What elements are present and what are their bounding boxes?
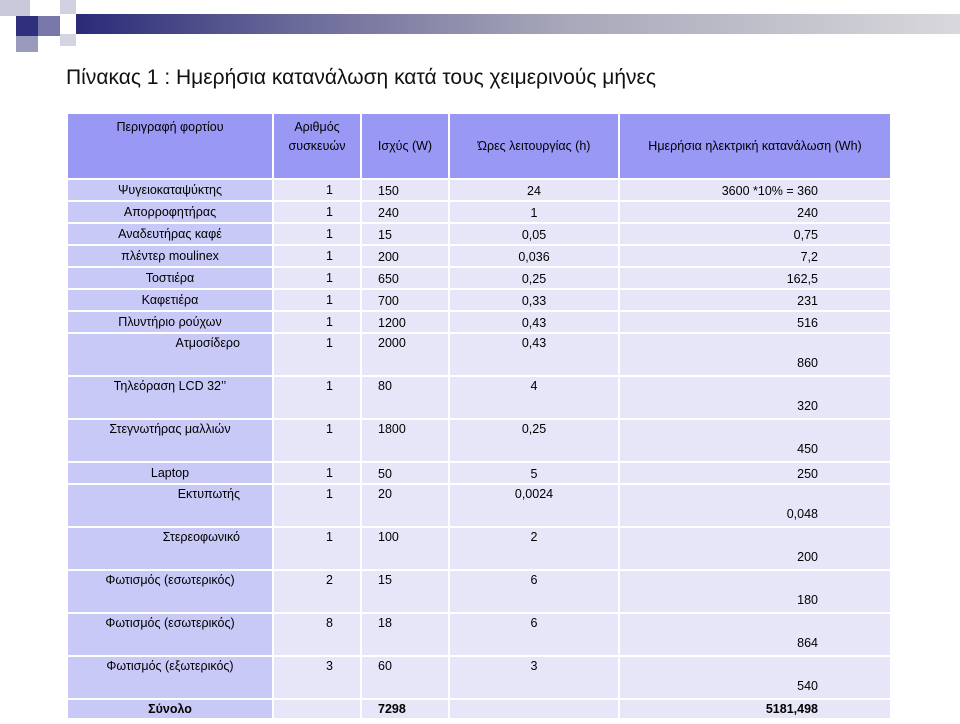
energy-cell: 7,2: [620, 246, 890, 266]
hours-cell: 5: [450, 463, 618, 483]
load-name-cell: Τηλεόραση LCD 32’’: [68, 377, 272, 418]
power-cell: 50: [362, 463, 448, 483]
hours-cell: 0,25: [450, 268, 618, 288]
header-energy: Ημερήσια ηλεκτρική κατανάλωση (Wh): [620, 114, 890, 178]
table-row: [68, 485, 890, 526]
load-name-cell: Καφετιέρα: [68, 290, 272, 310]
energy-cell: 180: [620, 571, 890, 612]
total-label: Σύνολο: [68, 700, 272, 718]
device-count-cell: 3: [274, 657, 360, 698]
load-name-cell: Φωτισμός (εσωτερικός): [68, 571, 272, 612]
page-title: Πίνακας 1 : Ημερήσια κατανάλωση κατά τους χειμερινούς μήνες: [66, 66, 657, 89]
header-hours: Ώρες λειτουργίας (h): [450, 114, 618, 178]
table-row: [68, 224, 890, 244]
load-name-cell: Ατμοσίδερο: [68, 334, 272, 375]
table-row: [68, 420, 890, 461]
table-row: [68, 246, 890, 266]
table-row: [68, 463, 890, 483]
table-row: [68, 334, 890, 375]
table-row: [68, 571, 890, 612]
device-count-cell: 1: [274, 420, 360, 461]
hours-cell: 24: [450, 180, 618, 200]
hours-cell: 6: [450, 614, 618, 655]
table-row: [68, 312, 890, 332]
power-cell: 150: [362, 180, 448, 200]
power-cell: 1200: [362, 312, 448, 332]
table-body: [68, 180, 890, 718]
power-cell: 700: [362, 290, 448, 310]
energy-cell: 240: [620, 202, 890, 222]
power-cell: 18: [362, 614, 448, 655]
energy-cell: 864: [620, 614, 890, 655]
power-cell: 1800: [362, 420, 448, 461]
device-count-cell: 1: [274, 224, 360, 244]
deco-square: [16, 36, 38, 52]
load-name-cell: Απορροφητήρας: [68, 202, 272, 222]
load-name-cell: Στερεοφωνικό: [68, 528, 272, 569]
total-energy: 5181,498: [620, 700, 890, 718]
hours-cell: 0,25: [450, 420, 618, 461]
hours-cell: 0,0024: [450, 485, 618, 526]
hours-cell: 0,036: [450, 246, 618, 266]
load-name-cell: Φωτισμός (εσωτερικός): [68, 614, 272, 655]
total-power: 7298: [362, 700, 448, 718]
load-name-cell: πλέντερ moulinex: [68, 246, 272, 266]
deco-square: [0, 0, 30, 16]
power-cell: 650: [362, 268, 448, 288]
hours-cell: 0,33: [450, 290, 618, 310]
consumption-table: [66, 112, 892, 720]
energy-cell: 516: [620, 312, 890, 332]
power-cell: 20: [362, 485, 448, 526]
device-count-cell: 1: [274, 268, 360, 288]
title-bar-gradient: [76, 14, 960, 34]
deco-square: [38, 16, 60, 36]
device-count-cell: 8: [274, 614, 360, 655]
load-name-cell: Πλυντήριο ρούχων: [68, 312, 272, 332]
deco-square: [60, 34, 76, 46]
table-row: [68, 614, 890, 655]
energy-cell: 320: [620, 377, 890, 418]
device-count-cell: 1: [274, 312, 360, 332]
deco-square: [60, 0, 76, 14]
hours-cell: 3: [450, 657, 618, 698]
hours-cell: 6: [450, 571, 618, 612]
table-row: [68, 290, 890, 310]
hours-cell: 0,05: [450, 224, 618, 244]
load-name-cell: Αναδευτήρας καφέ: [68, 224, 272, 244]
hours-cell: 4: [450, 377, 618, 418]
load-name-cell: Ψυγειοκαταψύκτης: [68, 180, 272, 200]
power-cell: 100: [362, 528, 448, 569]
header-load: Περιγραφή φορτίου: [68, 114, 272, 178]
power-cell: 2000: [362, 334, 448, 375]
table-row: [68, 657, 890, 698]
device-count-cell: 1: [274, 528, 360, 569]
device-count-cell: 1: [274, 377, 360, 418]
power-cell: 240: [362, 202, 448, 222]
energy-cell: 450: [620, 420, 890, 461]
power-cell: 15: [362, 224, 448, 244]
table-row: [68, 180, 890, 200]
table-header-row: [68, 114, 890, 178]
deco-square: [16, 16, 38, 36]
table-row: [68, 528, 890, 569]
energy-cell: 231: [620, 290, 890, 310]
device-count-cell: 1: [274, 246, 360, 266]
energy-cell: 540: [620, 657, 890, 698]
deco-square: [30, 0, 60, 16]
power-cell: 15: [362, 571, 448, 612]
energy-cell: 250: [620, 463, 890, 483]
device-count-cell: 1: [274, 202, 360, 222]
table-row: [68, 268, 890, 288]
energy-cell: 162,5: [620, 268, 890, 288]
hours-cell: 2: [450, 528, 618, 569]
power-cell: 60: [362, 657, 448, 698]
load-name-cell: Φωτισμός (εξωτερικός): [68, 657, 272, 698]
device-count-cell: 1: [274, 334, 360, 375]
total-hours: [450, 700, 618, 718]
load-name-cell: Στεγνωτήρας μαλλιών: [68, 420, 272, 461]
device-count-cell: 1: [274, 463, 360, 483]
hours-cell: 0,43: [450, 334, 618, 375]
hours-cell: 0,43: [450, 312, 618, 332]
power-cell: 200: [362, 246, 448, 266]
table-row: [68, 377, 890, 418]
load-name-cell: Τοστιέρα: [68, 268, 272, 288]
total-count: [274, 700, 360, 718]
energy-cell: 200: [620, 528, 890, 569]
device-count-cell: 2: [274, 571, 360, 612]
total-row: [68, 700, 890, 718]
energy-cell: 860: [620, 334, 890, 375]
energy-cell: 3600 *10% = 360: [620, 180, 890, 200]
hours-cell: 1: [450, 202, 618, 222]
load-name-cell: Εκτυπωτής: [68, 485, 272, 526]
energy-cell: 0,75: [620, 224, 890, 244]
table-row: [68, 202, 890, 222]
header-devices: Αριθμός συσκευών: [274, 114, 360, 178]
header-power: Ισχύς (W): [362, 114, 448, 178]
device-count-cell: 1: [274, 290, 360, 310]
power-cell: 80: [362, 377, 448, 418]
device-count-cell: 1: [274, 485, 360, 526]
energy-cell: 0,048: [620, 485, 890, 526]
device-count-cell: 1: [274, 180, 360, 200]
load-name-cell: Laptop: [68, 463, 272, 483]
